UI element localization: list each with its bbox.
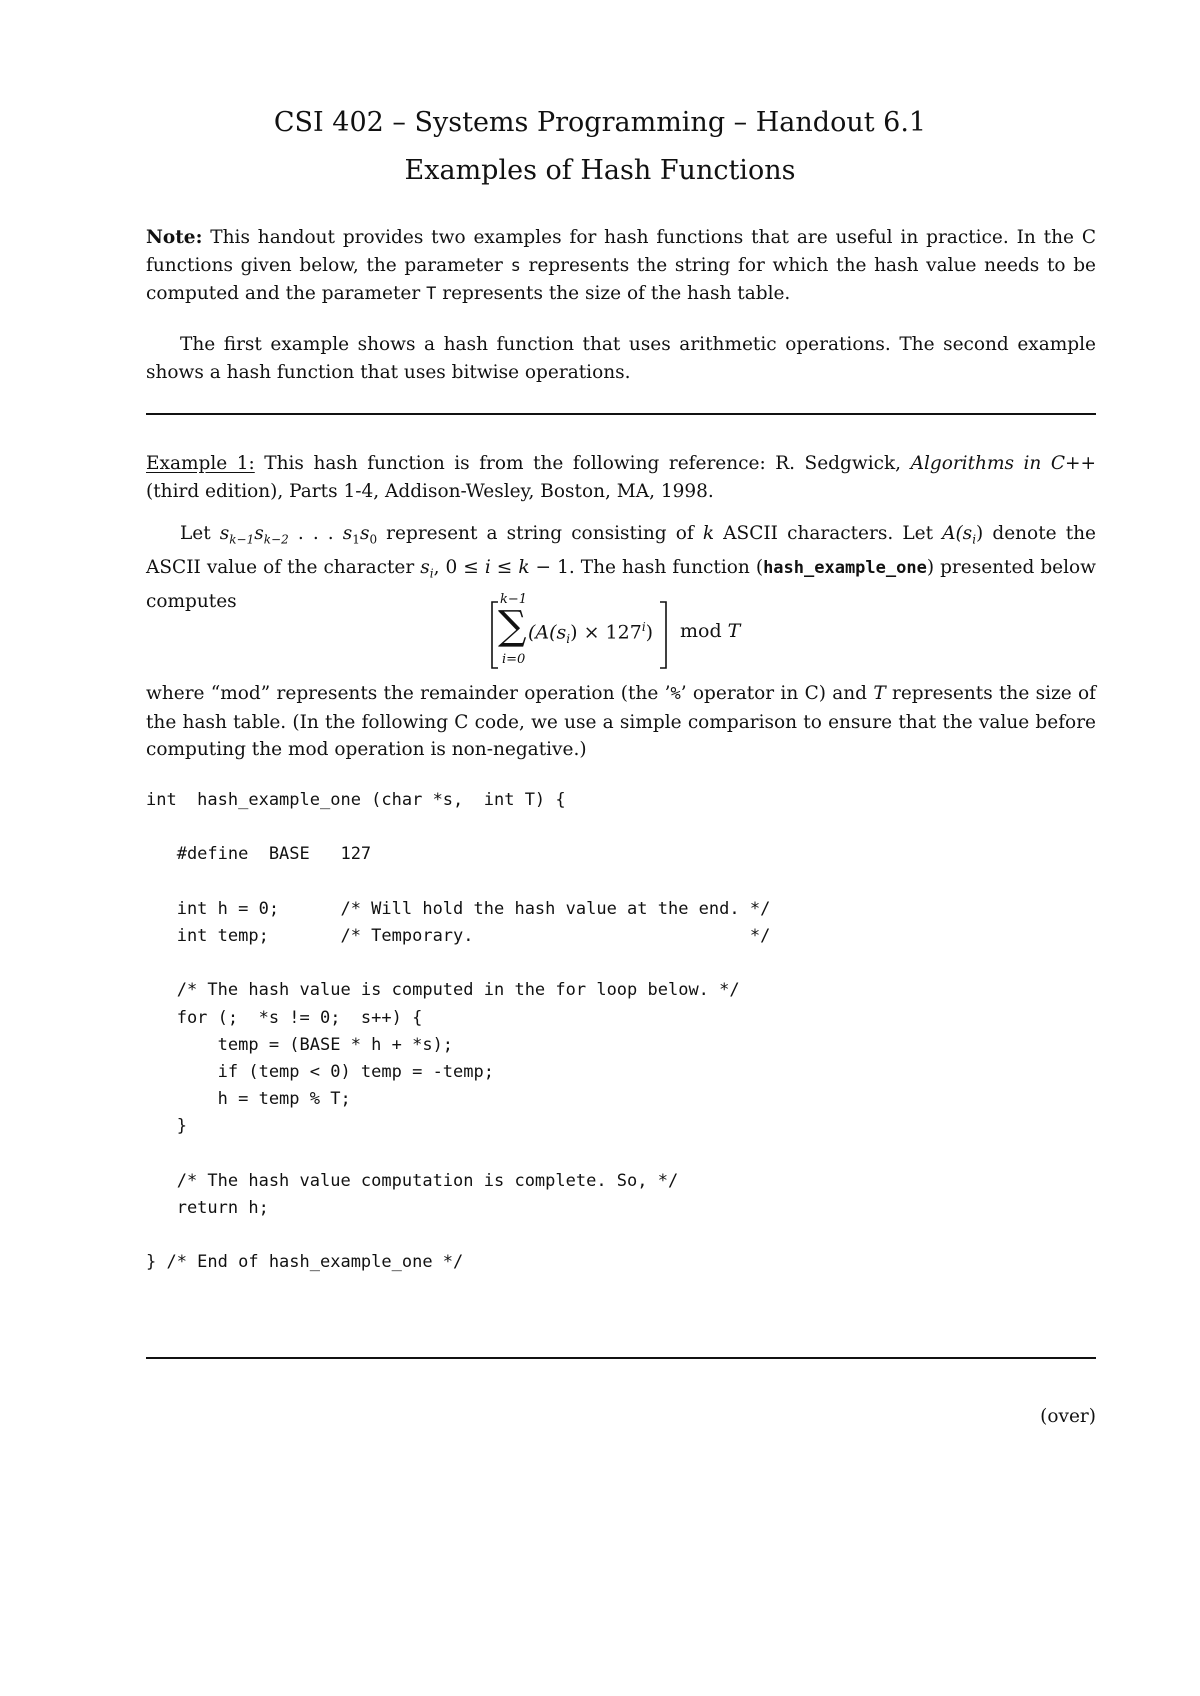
sum-lower-limit: i=0 (502, 652, 526, 667)
code-line: for (; *s != 0; s++) { (146, 1007, 423, 1028)
code-line: if (temp < 0) temp = -temp; (146, 1062, 494, 1083)
note-paragraph: Note: This handout provides two examples for hash functions that are useful in practice. In the C functions given below, the parameter s represents the string for which the hash value needs to be computed and the parameter T represents the size of the hash table. (146, 227, 1096, 304)
example1-definition: Let $s_{k-1}s_{k-2}$ . . . $s_1s_0$ represent a string consisting of k ASCII characters. Let $A(s_i)$ denote the ASCII value of the character $s_i$, 0 ≤ i ≤ k − 1. The hash function (hash_example_one) presented below computes (146, 523, 1096, 613)
code-line: int h = 0; /* Will hold the hash value at the end. */ (146, 898, 771, 919)
example1-explanation: where “mod” represents the remainder operation (the ’%’ operator in C) and T represents the size of the hash table. (In the following C code, we use a simple comparison to ensure that the value before computing the mod operation is non-negative.) (146, 683, 1096, 760)
code-line: /* The hash value computation is complete. So, */ (146, 1170, 679, 1191)
divider-bottom (146, 1357, 1096, 1359)
code-line: return h; (146, 1198, 269, 1219)
code-line: temp = (BASE * h + *s); (146, 1034, 454, 1055)
function-name: hash_example_one (763, 558, 927, 579)
example1-reference: Example 1: This hash function is from the following reference: R. Sedgwick, Algorithms in C++ (third edition), Parts 1-4, Addison-Wesley, Boston, MA, 1998. (146, 453, 1096, 502)
code-line: #define BASE 127 (146, 844, 372, 865)
hash-formula (490, 592, 790, 672)
divider-top (146, 413, 1096, 415)
over-label: (over) (1040, 1406, 1096, 1427)
note-label: Note: (146, 227, 203, 248)
code-line: /* The hash value is computed in the for loop below. */ (146, 980, 740, 1001)
code-line: } /* End of hash_example_one */ (146, 1252, 464, 1273)
sum-symbol: ∑ (498, 603, 527, 649)
code-line: int hash_example_one (char *s, int T) { (146, 790, 566, 810)
param-T: T (426, 284, 437, 304)
book-title: Algorithms in C++ (910, 453, 1096, 474)
example1-label: Example 1: (146, 453, 255, 474)
page-subtitle: Examples of Hash Functions (404, 155, 796, 186)
param-s: s (510, 255, 521, 276)
page-title: CSI 402 – Systems Programming – Handout 6.1 (273, 107, 927, 138)
sum-upper-limit: k−1 (500, 592, 528, 607)
intro-paragraph: The first example shows a hash function that uses arithmetic operations. The second example shows a hash function that uses bitwise operations. (146, 334, 1096, 383)
mod-operator: mod T (680, 620, 741, 642)
code-line: int temp; /* Temporary. */ (146, 926, 771, 947)
code-listing (146, 787, 770, 1277)
code-line: h = temp % T; (146, 1089, 351, 1110)
sum-body: $(A(s_i) \times 127^i)$ (528, 620, 654, 647)
code-line: } (146, 1116, 187, 1137)
